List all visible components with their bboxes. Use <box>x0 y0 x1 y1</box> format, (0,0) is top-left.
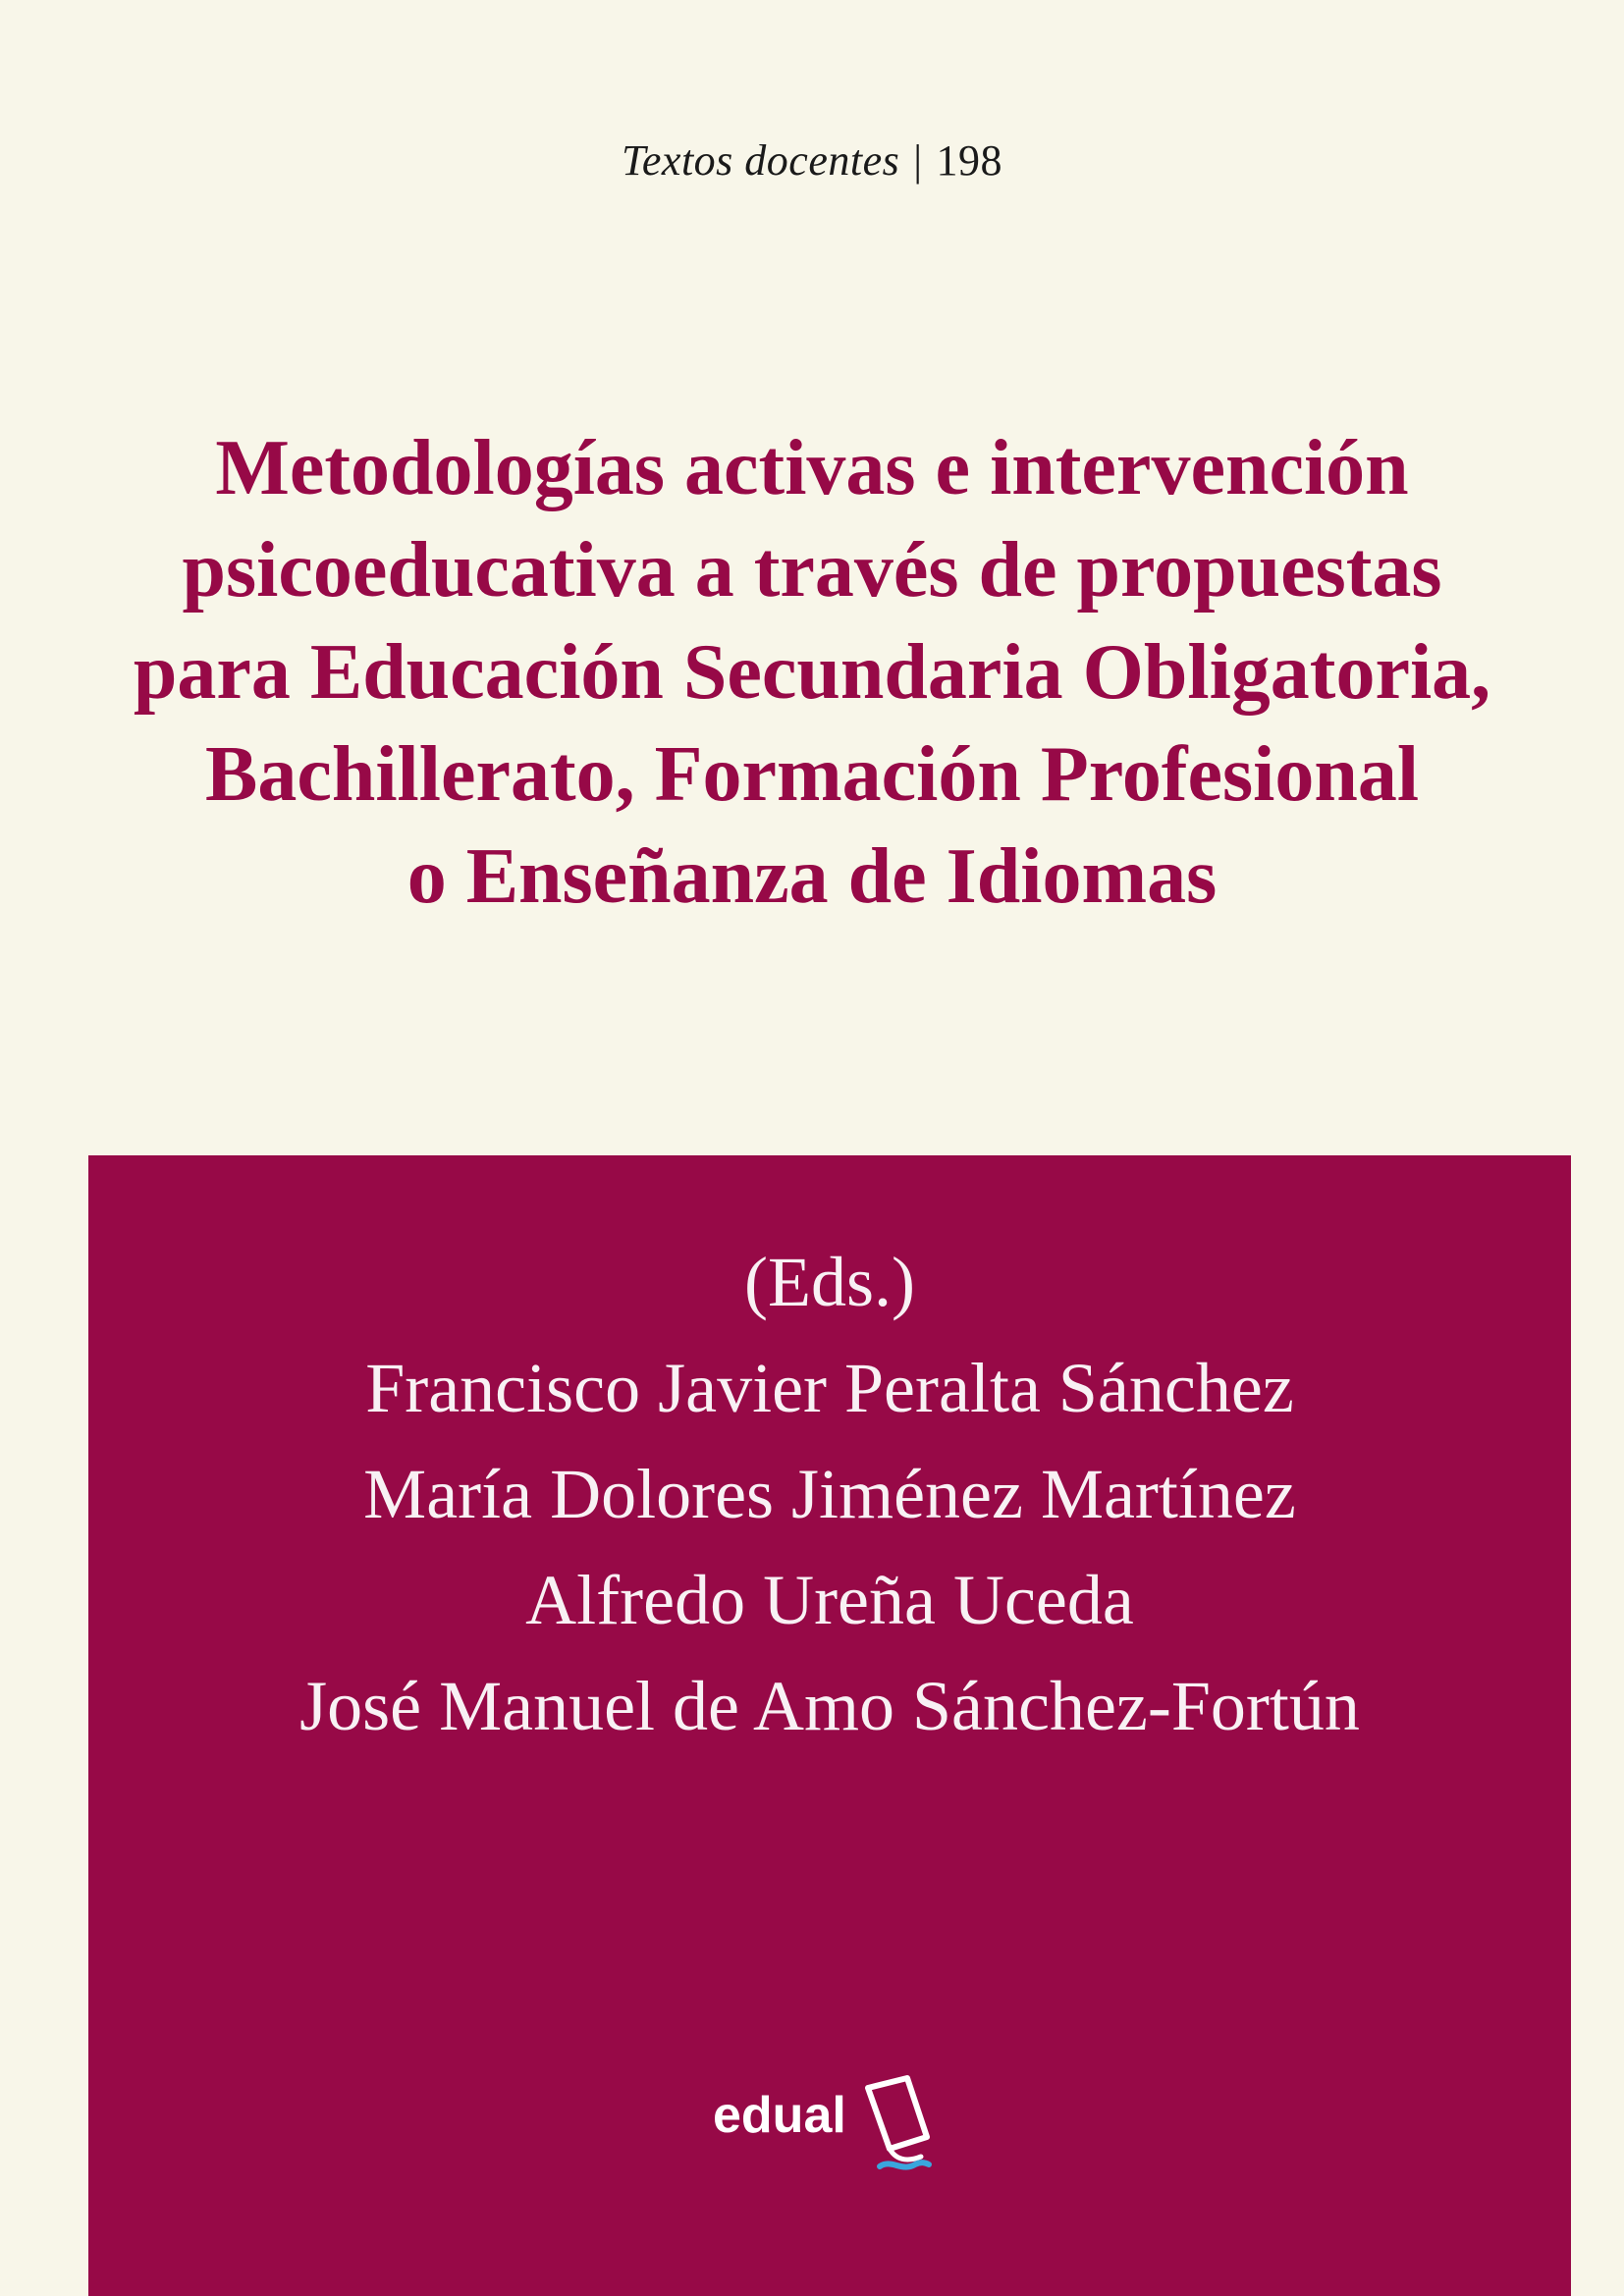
editor-name: José Manuel de Amo Sánchez-Fortún <box>299 1667 1360 1745</box>
series-name: Textos docentes <box>621 136 900 185</box>
editor-name: María Dolores Jiménez Martínez <box>363 1455 1296 1533</box>
title-line: Metodologías activas e intervención <box>215 425 1409 511</box>
series-number: 198 <box>936 136 1003 185</box>
title-line: para Educación Secundaria Obligatoria, <box>133 629 1491 716</box>
editor-name: Francisco Javier Peralta Sánchez <box>365 1349 1294 1427</box>
publisher-logo-text: edual <box>713 2087 846 2144</box>
title-line: o Enseñanza de Idiomas <box>406 833 1218 920</box>
series-line <box>0 135 1624 186</box>
book-title <box>59 417 1565 928</box>
publisher-logo <box>713 2068 968 2176</box>
title-line: Bachillerato, Formación Profesional <box>204 731 1420 818</box>
title-line: psicoeducativa a través de propuestas <box>182 527 1442 614</box>
editors-block <box>88 1229 1571 1759</box>
book-icon <box>860 2068 939 2176</box>
editor-name: Alfredo Ureña Uceda <box>525 1561 1134 1639</box>
editors-label: (Eds.) <box>744 1243 915 1321</box>
editors-panel <box>88 1155 1571 2296</box>
series-separator: | <box>913 136 923 185</box>
